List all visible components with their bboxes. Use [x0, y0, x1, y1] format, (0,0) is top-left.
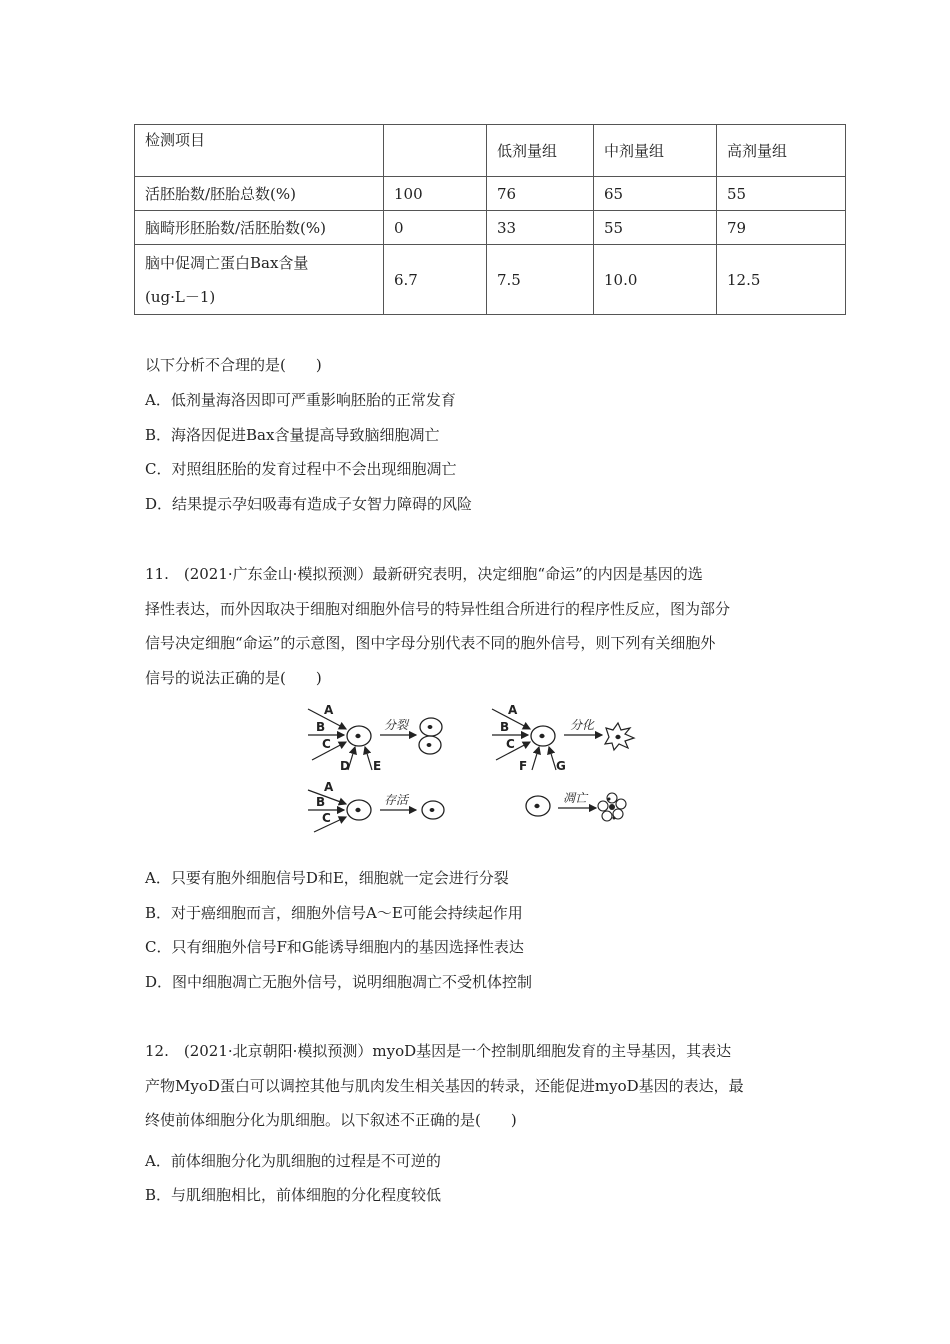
- row-label: [135, 245, 384, 315]
- signal-label: C: [322, 811, 331, 825]
- panel-division: [308, 703, 442, 773]
- signal-label: A: [508, 703, 518, 717]
- table-row: [135, 177, 846, 211]
- option-d: D．图中细胞凋亡无胞外信号，说明细胞凋亡不受机体控制: [145, 973, 533, 991]
- option-c: C．对照组胚胎的发育过程中不会出现细胞凋亡: [145, 460, 457, 478]
- stem-line: 产物MyoD蛋白可以调控其他与肌肉发生相关基因的转录，还能促进myoD基因的表达，最: [145, 1076, 744, 1095]
- stem-line: 信号的说法正确的是( ): [145, 668, 322, 687]
- option-a: A．前体细胞分化为肌细胞的过程是不可逆的: [145, 1152, 441, 1170]
- table-cell: 65: [594, 177, 717, 211]
- stem-line: 终使前体细胞分化为肌细胞。以下叙述不正确的是( ): [145, 1111, 517, 1129]
- panel-survival: [308, 780, 444, 832]
- signal-label: E: [373, 759, 382, 773]
- table-header-cell: [384, 125, 487, 177]
- signal-label: F: [519, 759, 528, 773]
- option-a: A．低剂量海洛因即可严重影响胚胎的正常发育: [145, 391, 456, 409]
- table-header-cell: 高剂量组: [717, 125, 846, 177]
- panel-apoptosis: [526, 791, 626, 821]
- signal-label: B: [316, 795, 326, 809]
- option-a: A．只要有胞外细胞信号D和E，细胞就一定会进行分裂: [145, 869, 509, 887]
- question-11-stem: [145, 557, 805, 695]
- option-b: B．与肌细胞相比，前体细胞的分化程度较低: [145, 1186, 442, 1204]
- table-cell: 55: [717, 177, 846, 211]
- panel-differentiation: [492, 703, 634, 773]
- table-header-row: [135, 125, 846, 177]
- signal-label: B: [316, 720, 326, 734]
- process-label: 分化: [570, 718, 595, 732]
- table-row: [135, 245, 846, 315]
- signal-label: B: [500, 720, 510, 734]
- question-stem: 以下分析不合理的是( ): [145, 356, 322, 374]
- row-label: 脑畸形胚胎数/活胚胎数(%): [135, 211, 384, 245]
- option-d: D．结果提示孕妇吸毒有造成子女智力障碍的风险: [145, 495, 473, 513]
- process-label: 分裂: [384, 718, 409, 732]
- signal-label: G: [556, 759, 566, 773]
- option-b: B．对于癌细胞而言，细胞外信号A～E可能会持续起作用: [145, 904, 523, 922]
- row-label: 活胚胎数/胚胎总数(%): [135, 177, 384, 211]
- row-label-line: 脑中促凋亡蛋白Bax含量: [145, 253, 309, 272]
- table-cell: 76: [487, 177, 594, 211]
- signal-label: C: [322, 737, 331, 751]
- option-c: C．只有细胞外信号F和G能诱导细胞内的基因选择性表达: [145, 938, 524, 956]
- signal-label: C: [506, 737, 515, 751]
- option-b: B．海洛因促进Bax含量提高导致脑细胞凋亡: [145, 426, 440, 444]
- table-cell: 33: [487, 211, 594, 245]
- table-header-cell: 检测项目: [135, 125, 384, 177]
- table-cell: 10.0: [594, 245, 717, 315]
- results-table: [134, 124, 846, 315]
- stem-line: 信号决定细胞“命运”的示意图，图中字母分别代表不同的胞外信号，则下列有关细胞外: [145, 634, 716, 652]
- stem-line: 12. (2021·北京朝阳·模拟预测）myoD基因是一个控制肌细胞发育的主导基因，其表达: [145, 1042, 732, 1060]
- table-cell: 0: [384, 211, 487, 245]
- table-cell: 55: [594, 211, 717, 245]
- process-label: 存活: [384, 793, 409, 807]
- signal-label: A: [324, 703, 334, 717]
- signal-label: D: [340, 759, 350, 773]
- table-cell: 7.5: [487, 245, 594, 315]
- row-label-line: (ug·L－1): [145, 287, 216, 306]
- stem-line: 择性表达，而外因取决于细胞对细胞外信号的特异性组合所进行的程序性反应，图为部分: [145, 599, 731, 618]
- process-label: 凋亡: [563, 791, 588, 805]
- table-cell: 100: [384, 177, 487, 211]
- signal-label: A: [324, 780, 334, 794]
- cell-fate-diagram: [300, 700, 645, 840]
- table-row: [135, 211, 846, 245]
- table-cell: 12.5: [717, 245, 846, 315]
- question-12-stem: [145, 1034, 805, 1138]
- table-header-cell: 低剂量组: [487, 125, 594, 177]
- stem-line: 11. (2021·广东金山·模拟预测）最新研究表明，决定细胞“命运”的内因是基因的选: [145, 565, 703, 583]
- table-cell: 6.7: [384, 245, 487, 315]
- table-cell: 79: [717, 211, 846, 245]
- table-header-cell: 中剂量组: [594, 125, 717, 177]
